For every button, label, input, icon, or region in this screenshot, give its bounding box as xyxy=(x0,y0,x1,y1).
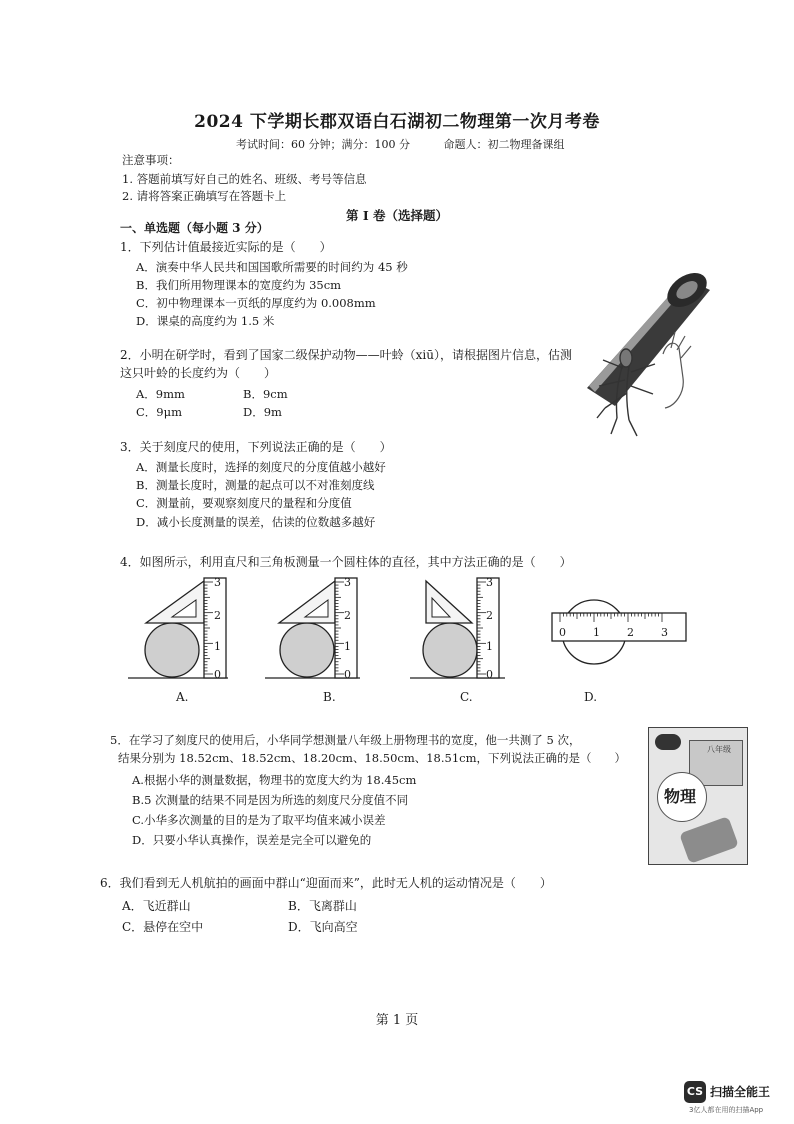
q1-stem: 1．下列估计值最接近实际的是（ ） xyxy=(120,240,332,254)
figure-c-tick-3: 3 xyxy=(486,576,493,589)
figure-d-tick-0: 0 xyxy=(559,626,566,639)
q6-stem: 6．我们看到无人机航拍的画面中群山“迎面而来”，此时无人机的运动情况是（ ） xyxy=(100,876,552,890)
notes-heading: 注意事项： xyxy=(122,153,180,167)
figure-b-tick-2: 2 xyxy=(344,609,351,622)
q3-option-c: C．测量前，要观察刻度尺的量程和分度值 xyxy=(136,496,352,510)
q5-stem-line1: 5．在学习了刻度尺的使用后，小华同学想测量八年级上册物理书的宽度，他一共测了 5 次， xyxy=(110,733,581,747)
figure-d-tick-2: 2 xyxy=(627,626,634,639)
q1-option-a: A．演奏中华人民共和国国歌所需要的时间约为 45 秒 xyxy=(136,260,408,274)
q6-option-d: D．飞向高空 xyxy=(288,920,358,934)
book-title-text: 物理 xyxy=(664,787,697,806)
figure-a-tick-0: 0 xyxy=(214,668,221,681)
q1-option-d: D．课桌的高度约为 1.5 米 xyxy=(136,314,275,328)
note-item-2: 2. 请将答案正确填写在答题卡上 xyxy=(122,189,287,203)
guitar-image xyxy=(679,816,739,864)
figure-b-tick-3: 3 xyxy=(344,576,351,589)
textbook-cover-image xyxy=(648,727,748,865)
q6-option-c: C．悬停在空中 xyxy=(122,920,204,934)
q1-option-b: B．我们所用物理课本的宽度约为 35cm xyxy=(136,278,342,292)
cylinder-image xyxy=(423,623,477,677)
q2-option-a: A．9mm xyxy=(136,387,185,401)
figure-d-tick-3: 3 xyxy=(661,626,668,639)
q3-option-d: D．减小长度测量的误差，估读的位数越多越好 xyxy=(136,515,376,529)
figure-c-tick-2: 2 xyxy=(486,609,493,622)
figure-a-tick-3: 3 xyxy=(214,576,221,589)
cylinder-image xyxy=(280,623,334,677)
q2-option-c: C．9μm xyxy=(136,405,182,419)
q2-stem-line2: 这只叶蛉的长度约为（ ） xyxy=(120,366,277,380)
exam-setter: 命题人：初二物理备课组 xyxy=(443,138,565,151)
hand-image xyxy=(663,332,691,408)
q3-option-b: B．测量长度时，测量的起点可以不对准刻度线 xyxy=(136,478,375,492)
figure-b-label: B. xyxy=(323,690,336,704)
q5-stem-line2: 结果分别为 18.52cm、18.52cm、18.20cm、18.50cm、18.51cm，下列说法正确的是（ ） xyxy=(118,751,626,765)
figure-b-tick-1: 1 xyxy=(344,640,351,653)
page-title: 2024 下学期长郡双语白石湖初二物理第一次月考卷 xyxy=(194,112,600,132)
figure-a-tick-1: 1 xyxy=(214,640,221,653)
figure-d-label: D. xyxy=(584,690,598,704)
q3-option-a: A．测量长度时，选择的刻度尺的分度值越小越好 xyxy=(136,460,386,474)
figure-c-label: C. xyxy=(460,690,473,704)
figure-d xyxy=(550,598,690,670)
scanner-app-name: 扫描全能王 xyxy=(710,1085,771,1099)
camscanner-logo-icon: CS xyxy=(684,1081,706,1103)
q6-option-a: A．飞近群山 xyxy=(122,899,191,913)
q6-option-b: B．飞离群山 xyxy=(288,899,357,913)
figure-c xyxy=(410,574,510,684)
q3-stem: 3．关于刻度尺的使用，下列说法正确的是（ ） xyxy=(120,440,392,454)
section-title: 第 I 卷（选择题） xyxy=(345,208,449,223)
exam-meta xyxy=(236,136,573,152)
q5-option-b: B.5 次测量的结果不同是因为所选的刻度尺分度值不同 xyxy=(132,793,409,807)
figure-a-label: A. xyxy=(176,690,189,704)
q2-option-d: D．9m xyxy=(243,405,282,419)
leaf-insect-illustration xyxy=(575,268,715,438)
figure-c-tick-1: 1 xyxy=(486,640,493,653)
q5-option-c: C.小华多次测量的目的是为了取平均值来减小误差 xyxy=(132,813,386,827)
q4-stem: 4．如图所示，利用直尺和三角板测量一个圆柱体的直径，其中方法正确的是（ ） xyxy=(120,555,572,569)
exam-time: 考试时间：60 分钟；满分：100 分 xyxy=(236,138,410,151)
q2-stem-line1: 2．小明在研学时，看到了国家二级保护动物——叶蛉（xiū），请根据图片信息，估测 xyxy=(120,348,572,362)
note-item-1: 1. 答题前填写好自己的姓名、班级、考号等信息 xyxy=(122,172,367,186)
cylinder-image xyxy=(145,623,199,677)
q2-option-b: B．9cm xyxy=(243,387,288,401)
q1-option-c: C．初中物理课本一页纸的厚度约为 0.008mm xyxy=(136,296,376,310)
book-grade-text: 八年级 xyxy=(707,745,731,754)
q5-option-a: A.根据小华的测量数据，物理书的宽度大约为 18.45cm xyxy=(132,773,417,787)
q5-option-d: D．只要小华认真操作，误差是完全可以避免的 xyxy=(132,833,372,847)
page-number: 第 1 页 xyxy=(375,1013,419,1028)
part-heading: 一、单选题（每小题 3 分） xyxy=(120,221,269,235)
figure-b-tick-0: 0 xyxy=(344,668,351,681)
publisher-logo xyxy=(655,734,681,750)
figure-c-tick-0: 0 xyxy=(486,668,493,681)
figure-a-tick-2: 2 xyxy=(214,609,221,622)
scanner-tagline: 3亿人都在用的扫描App xyxy=(689,1106,764,1114)
figure-d-tick-1: 1 xyxy=(593,626,600,639)
